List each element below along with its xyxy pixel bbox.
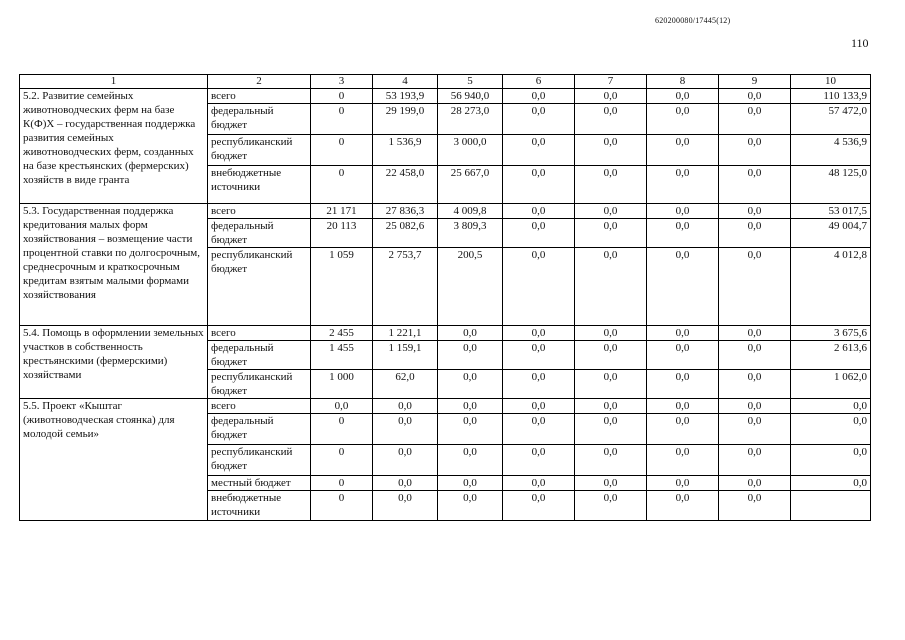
value-cell-col-5: 0,0 (438, 491, 503, 521)
value-cell-col-3: 0,0 (311, 399, 373, 414)
value-cell-col-10: 0,0 (791, 445, 871, 476)
value-cell-col-10: 49 004,7 (791, 219, 871, 248)
value-cell-col-10: 57 472,0 (791, 104, 871, 135)
value-cell-col-3: 0 (311, 104, 373, 135)
funding-source: внебюджетные источники (208, 491, 311, 521)
value-cell-col-7: 0,0 (575, 135, 647, 166)
funding-source: федеральный бюджет (208, 341, 311, 370)
value-cell-col-10: 4 536,9 (791, 135, 871, 166)
value-cell-col-3: 1 455 (311, 341, 373, 370)
funding-source: республиканский бюджет (208, 445, 311, 476)
value-cell-col-9: 0,0 (719, 219, 791, 248)
funding-source: всего (208, 326, 311, 341)
value-cell-col-3: 0 (311, 135, 373, 166)
table-row (20, 204, 871, 219)
value-cell-col-7: 0,0 (575, 476, 647, 491)
value-cell-col-5: 3 809,3 (438, 219, 503, 248)
column-header: 8 (647, 75, 719, 89)
value-cell-col-5: 0,0 (438, 445, 503, 476)
value-cell-col-4: 62,0 (373, 370, 438, 399)
funding-source: федеральный бюджет (208, 104, 311, 135)
value-cell-col-3: 0 (311, 89, 373, 104)
value-cell-col-9: 0,0 (719, 491, 791, 521)
value-cell-col-4: 0,0 (373, 476, 438, 491)
activity-description: 5.2. Развитие семейных животноводческих ферм на базе К(Ф)Х – государственная поддержка развития семейных животноводческих ферм, созданных на базе крестьянских (фермерских) хозяйств в виде гранта (20, 89, 208, 204)
value-cell-col-9: 0,0 (719, 341, 791, 370)
value-cell-col-5: 28 273,0 (438, 104, 503, 135)
column-header: 4 (373, 75, 438, 89)
value-cell-col-7: 0,0 (575, 219, 647, 248)
value-cell-col-6: 0,0 (503, 204, 575, 219)
value-cell-col-4: 27 836,3 (373, 204, 438, 219)
value-cell-col-6: 0,0 (503, 166, 575, 204)
value-cell-col-5: 0,0 (438, 370, 503, 399)
value-cell-col-6: 0,0 (503, 219, 575, 248)
value-cell-col-5: 0,0 (438, 341, 503, 370)
value-cell-col-8: 0,0 (647, 135, 719, 166)
value-cell-col-6: 0,0 (503, 135, 575, 166)
value-cell-col-9: 0,0 (719, 104, 791, 135)
value-cell-col-8: 0,0 (647, 326, 719, 341)
value-cell-col-3: 0 (311, 166, 373, 204)
funding-source: республиканский бюджет (208, 135, 311, 166)
value-cell-col-10: 2 613,6 (791, 341, 871, 370)
value-cell-col-9: 0,0 (719, 370, 791, 399)
value-cell-col-9: 0,0 (719, 326, 791, 341)
funding-source: республиканский бюджет (208, 248, 311, 326)
column-header: 1 (20, 75, 208, 89)
value-cell-col-8: 0,0 (647, 248, 719, 326)
funding-source: федеральный бюджет (208, 219, 311, 248)
column-header: 3 (311, 75, 373, 89)
column-header: 2 (208, 75, 311, 89)
funding-source: внебюджетные источники (208, 166, 311, 204)
value-cell-col-6: 0,0 (503, 414, 575, 445)
value-cell-col-10: 1 062,0 (791, 370, 871, 399)
column-number-row (20, 75, 871, 89)
value-cell-col-6: 0,0 (503, 491, 575, 521)
value-cell-col-4: 0,0 (373, 491, 438, 521)
value-cell-col-4: 2 753,7 (373, 248, 438, 326)
table-row (20, 89, 871, 104)
activity-description: 5.3. Государственная поддержка кредитования малых форм хозяйствования – возмещение части процентной ставки по долгосрочным, среднесрочным и краткосрочным кредитам взятым малыми формами хозяйствования (20, 204, 208, 326)
value-cell-col-7: 0,0 (575, 399, 647, 414)
value-cell-col-9: 0,0 (719, 414, 791, 445)
activity-description: 5.4. Помощь в оформлении земельных участков в собственность крестьянскими (фермерскими) хозяйствами (20, 326, 208, 399)
value-cell-col-8: 0,0 (647, 166, 719, 204)
value-cell-col-8: 0,0 (647, 370, 719, 399)
value-cell-col-7: 0,0 (575, 414, 647, 445)
value-cell-col-10 (791, 491, 871, 521)
value-cell-col-6: 0,0 (503, 370, 575, 399)
value-cell-col-6: 0,0 (503, 104, 575, 135)
value-cell-col-10: 48 125,0 (791, 166, 871, 204)
column-header: 9 (719, 75, 791, 89)
value-cell-col-6: 0,0 (503, 89, 575, 104)
value-cell-col-7: 0,0 (575, 491, 647, 521)
value-cell-col-6: 0,0 (503, 326, 575, 341)
value-cell-col-7: 0,0 (575, 248, 647, 326)
value-cell-col-3: 1 000 (311, 370, 373, 399)
column-header: 6 (503, 75, 575, 89)
value-cell-col-5: 3 000,0 (438, 135, 503, 166)
value-cell-col-4: 29 199,0 (373, 104, 438, 135)
value-cell-col-8: 0,0 (647, 104, 719, 135)
value-cell-col-6: 0,0 (503, 445, 575, 476)
activity-description: 5.5. Проект «Кыштаг (животноводческая стоянка) для молодой семьи» (20, 399, 208, 521)
value-cell-col-8: 0,0 (647, 414, 719, 445)
column-header: 7 (575, 75, 647, 89)
value-cell-col-9: 0,0 (719, 476, 791, 491)
value-cell-col-5: 0,0 (438, 414, 503, 445)
value-cell-col-8: 0,0 (647, 219, 719, 248)
funding-source: всего (208, 89, 311, 104)
value-cell-col-8: 0,0 (647, 491, 719, 521)
value-cell-col-5: 0,0 (438, 476, 503, 491)
value-cell-col-8: 0,0 (647, 445, 719, 476)
value-cell-col-9: 0,0 (719, 166, 791, 204)
value-cell-col-5: 0,0 (438, 326, 503, 341)
value-cell-col-3: 0 (311, 491, 373, 521)
value-cell-col-5: 56 940,0 (438, 89, 503, 104)
value-cell-col-10: 4 012,8 (791, 248, 871, 326)
value-cell-col-7: 0,0 (575, 326, 647, 341)
column-header: 5 (438, 75, 503, 89)
budget-table (19, 74, 871, 521)
table-row (20, 326, 871, 341)
value-cell-col-3: 2 455 (311, 326, 373, 341)
value-cell-col-4: 53 193,9 (373, 89, 438, 104)
value-cell-col-10: 0,0 (791, 476, 871, 491)
value-cell-col-8: 0,0 (647, 476, 719, 491)
value-cell-col-7: 0,0 (575, 445, 647, 476)
value-cell-col-10: 0,0 (791, 399, 871, 414)
value-cell-col-3: 20 113 (311, 219, 373, 248)
value-cell-col-10: 53 017,5 (791, 204, 871, 219)
value-cell-col-6: 0,0 (503, 341, 575, 370)
value-cell-col-7: 0,0 (575, 370, 647, 399)
value-cell-col-4: 1 536,9 (373, 135, 438, 166)
document-code: 620200080/17445(12) (655, 16, 731, 25)
value-cell-col-7: 0,0 (575, 341, 647, 370)
funding-source: республиканский бюджет (208, 370, 311, 399)
value-cell-col-7: 0,0 (575, 89, 647, 104)
value-cell-col-7: 0,0 (575, 204, 647, 219)
value-cell-col-10: 110 133,9 (791, 89, 871, 104)
funding-source: всего (208, 204, 311, 219)
value-cell-col-8: 0,0 (647, 341, 719, 370)
value-cell-col-3: 21 171 (311, 204, 373, 219)
value-cell-col-3: 0 (311, 414, 373, 445)
value-cell-col-4: 0,0 (373, 414, 438, 445)
value-cell-col-3: 1 059 (311, 248, 373, 326)
table-row (20, 399, 871, 414)
value-cell-col-6: 0,0 (503, 399, 575, 414)
value-cell-col-8: 0,0 (647, 89, 719, 104)
value-cell-col-5: 4 009,8 (438, 204, 503, 219)
value-cell-col-8: 0,0 (647, 204, 719, 219)
value-cell-col-9: 0,0 (719, 248, 791, 326)
page-number: 110 (851, 36, 869, 50)
value-cell-col-5: 0,0 (438, 399, 503, 414)
value-cell-col-8: 0,0 (647, 399, 719, 414)
funding-source: всего (208, 399, 311, 414)
value-cell-col-4: 1 159,1 (373, 341, 438, 370)
value-cell-col-9: 0,0 (719, 399, 791, 414)
value-cell-col-5: 25 667,0 (438, 166, 503, 204)
value-cell-col-10: 0,0 (791, 414, 871, 445)
value-cell-col-6: 0,0 (503, 248, 575, 326)
value-cell-col-6: 0,0 (503, 476, 575, 491)
value-cell-col-4: 22 458,0 (373, 166, 438, 204)
value-cell-col-7: 0,0 (575, 104, 647, 135)
value-cell-col-3: 0 (311, 445, 373, 476)
value-cell-col-9: 0,0 (719, 89, 791, 104)
value-cell-col-4: 0,0 (373, 399, 438, 414)
value-cell-col-9: 0,0 (719, 204, 791, 219)
value-cell-col-7: 0,0 (575, 166, 647, 204)
value-cell-col-9: 0,0 (719, 135, 791, 166)
funding-source: федеральный бюджет (208, 414, 311, 445)
value-cell-col-3: 0 (311, 476, 373, 491)
value-cell-col-10: 3 675,6 (791, 326, 871, 341)
value-cell-col-9: 0,0 (719, 445, 791, 476)
column-header: 10 (791, 75, 871, 89)
value-cell-col-4: 0,0 (373, 445, 438, 476)
value-cell-col-5: 200,5 (438, 248, 503, 326)
value-cell-col-4: 25 082,6 (373, 219, 438, 248)
funding-source: местный бюджет (208, 476, 311, 491)
value-cell-col-4: 1 221,1 (373, 326, 438, 341)
